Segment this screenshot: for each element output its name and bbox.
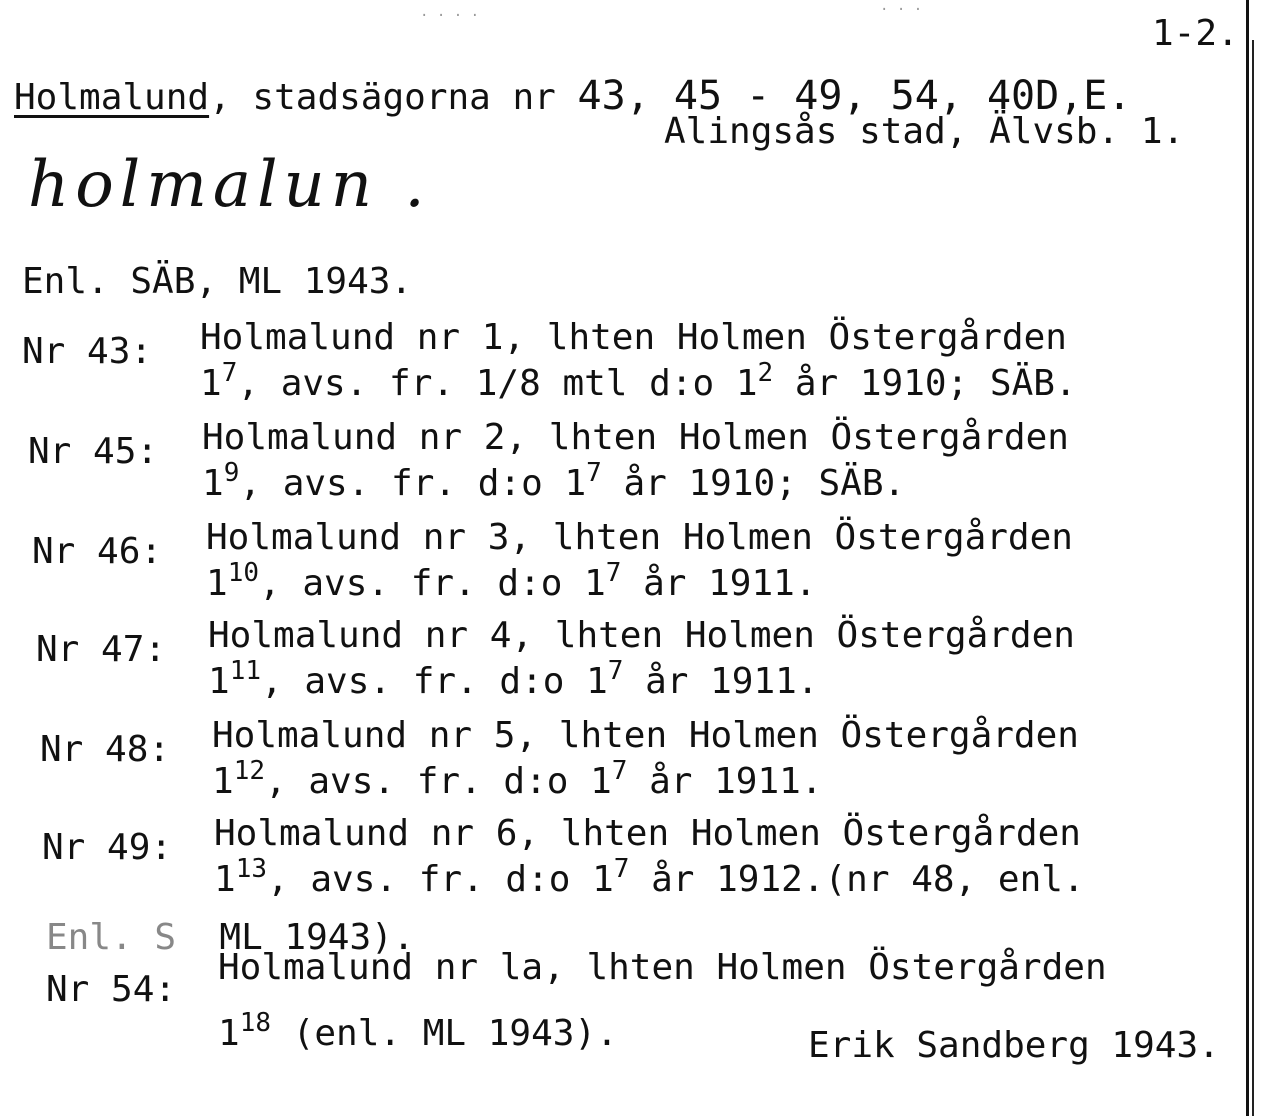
entry-lot-sup: 13 (235, 854, 267, 884)
scan-speck: · · · · (420, 8, 480, 24)
entry-lot-sup: 7 (221, 358, 238, 388)
entry-parent-sup: 7 (605, 558, 622, 588)
entry-lot-text: , avs. fr. d:o 1 (259, 563, 606, 604)
entry-lot-base: 1 (208, 661, 230, 702)
entry-nr: Nr 43: (22, 331, 153, 372)
entry-nr: Nr 49: (42, 827, 173, 868)
entry-line1: Holmalund nr la, lhten Holmen Östergården (218, 947, 1107, 988)
entry-line2 (218, 1008, 618, 1054)
handwritten-annotation: holmalun . (28, 148, 431, 222)
entry-lot-text: , avs. fr. d:o 1 (261, 661, 608, 702)
entry-lot-base: 1 (202, 463, 224, 504)
entry-lot-base: 1 (218, 1013, 240, 1054)
entry-lot-sup: 9 (223, 458, 240, 488)
entry-line1: Holmalund nr 1, lhten Holmen Östergården (200, 317, 1067, 358)
entry-parent-sup: 7 (586, 458, 602, 488)
location: Alingsås stad, Älvsb. 1. (664, 111, 1185, 152)
entry-nr: Nr 54: (46, 969, 177, 1010)
entry-nr: Nr 46: (32, 531, 163, 572)
entry-lot-text: (enl. ML 1943). (271, 1013, 618, 1054)
entry-lot-base: 1 (214, 859, 236, 900)
card-edge-line-inner (1252, 40, 1254, 1116)
entry-parent-sup: 7 (611, 756, 628, 786)
entry-parent-sup: 7 (613, 854, 630, 884)
entry-nr: Nr 48: (40, 729, 171, 770)
entry-line2 (212, 756, 823, 802)
entry-line2 (208, 656, 819, 702)
entry-year-text: år 1910; SÄB. (601, 463, 906, 504)
entry-parent-sup: 2 (757, 358, 774, 388)
entry-line2 (206, 558, 817, 604)
entry-year-text: år 1911. (627, 761, 823, 802)
entry-lot-sup: 10 (227, 558, 259, 588)
entry-line1: Holmalund nr 5, lhten Holmen Östergården (212, 715, 1079, 756)
scan-speck: · · · (880, 2, 923, 18)
continuation-faint: Enl. S (46, 917, 177, 958)
card-edge-line (1246, 0, 1249, 1116)
entry-lot-sup: 11 (229, 656, 261, 686)
entry-line1: Holmalund nr 4, lhten Holmen Östergården (208, 615, 1075, 656)
continuation-text: ML 1943). (219, 917, 415, 958)
entry-lot-base: 1 (212, 761, 234, 802)
signature: Erik Sandberg 1943. (808, 1025, 1220, 1066)
entry-line1: Holmalund nr 2, lhten Holmen Östergården (202, 417, 1069, 458)
entry-lot-base: 1 (206, 563, 228, 604)
entry-year-text: år 1912.(nr 48, enl. (629, 859, 1085, 900)
entry-lot-text: , avs. fr. d:o 1 (265, 761, 612, 802)
entry-lot-text: , avs. fr. d:o 1 (267, 859, 614, 900)
title-rest: , stadsägorna nr (209, 77, 578, 118)
entry-nr: Nr 45: (28, 431, 159, 472)
entry-year-text: år 1911. (621, 563, 817, 604)
entry-line2 (200, 358, 1077, 404)
entry-lot-sup: 12 (233, 756, 265, 786)
entry-lot-text: , avs. fr. 1/8 mtl d:o 1 (237, 363, 758, 404)
title-numbers: 43, 45 - 49, 54, 40D,E. (577, 73, 1132, 119)
entry-parent-sup: 7 (607, 656, 624, 686)
entry-line1: Holmalund nr 3, lhten Holmen Östergården (206, 517, 1073, 558)
entry-line1: Holmalund nr 6, lhten Holmen Östergården (214, 813, 1081, 854)
entry-line2 (202, 458, 906, 504)
entry-lot-text: , avs. fr. d:o 1 (239, 463, 587, 504)
entry-year-text: år 1911. (623, 661, 819, 702)
entry-lot-sup: 18 (239, 1008, 271, 1038)
entry-year-text: år 1910; SÄB. (773, 363, 1077, 404)
page-number: 1-2. (1152, 13, 1239, 54)
entry-lot-base: 1 (200, 363, 222, 404)
source-line: Enl. SÄB, ML 1943. (22, 261, 413, 302)
entry-nr: Nr 47: (36, 629, 167, 670)
place-name: Holmalund (14, 77, 210, 118)
entry-line2 (214, 854, 1085, 900)
